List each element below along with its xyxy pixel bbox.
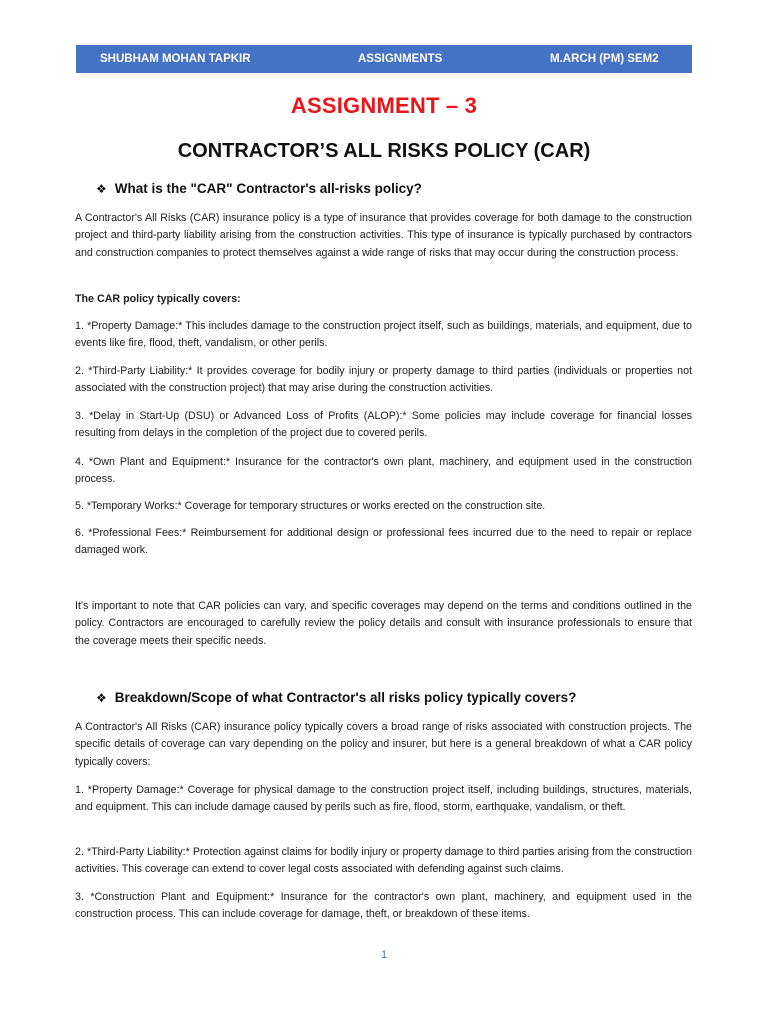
diamond-bullet-icon: ❖ (96, 182, 107, 196)
list-item: 1. *Property Damage:* This includes damage to the construction project itself, such as buildings, materials, and equipment, due to events like fire, flood, theft, vandalism, or other perils. (75, 320, 692, 350)
list-item: 5. *Temporary Works:* Coverage for temporary structures or works erected on the construction site. (75, 500, 546, 512)
list-item: 2. *Third-Party Liability:* Protection against claims for bodily injury or property damage to third parties arising from the construction activities. This coverage can extend to cover legal costs associated with defending against such claims. (75, 846, 692, 876)
list-item: 3. *Construction Plant and Equipment:* Insurance for the contractor's own plant, machinery, and equipment used in the construction process. This can include coverage for damage, theft, or breakdown of these items. (75, 891, 692, 921)
list-item: 6. *Professional Fees:* Reimbursement for additional design or professional fees incurred due to the need to repair or replace damaged work. (75, 527, 692, 557)
header-section: ASSIGNMENTS (358, 53, 443, 65)
header-bar (76, 45, 692, 73)
diamond-bullet-icon: ❖ (96, 691, 107, 705)
list-item: 3. *Delay in Start-Up (DSU) or Advanced Loss of Profits (ALOP):* Some policies may include coverage for financial losses resulting from delays in the completion of the project due to covered perils. (75, 410, 692, 440)
list-item: 1. *Property Damage:* Coverage for physical damage to the construction project itself, including buildings, structures, materials, and equipment. This can include damage caused by perils such as fire, flood, storm, earthquake, vandalism, or theft. (75, 784, 692, 814)
author-name: SHUBHAM MOHAN TAPKIR (100, 53, 251, 65)
document-title: CONTRACTOR’S ALL RISKS POLICY (CAR) (177, 140, 591, 162)
section1-heading-text: What is the "CAR" Contractor's all-risks policy? (114, 181, 422, 196)
section2-heading-text: Breakdown/Scope of what Contractor's all risks policy typically covers? (114, 690, 577, 705)
course-label: M.ARCH (PM) SEM2 (550, 53, 659, 65)
section2-heading (96, 690, 576, 705)
page-number: 1 (380, 949, 388, 961)
section1-note: It's important to note that CAR policies can vary, and specific coverages may depend on the terms and conditions outlined in the policy. Contractors are encouraged to carefully review the policy details and consult with insurance professionals to ensure that the coverage meets their specific needs. (75, 600, 692, 647)
covers-heading: The CAR policy typically covers: (75, 293, 241, 305)
section2-intro: A Contractor's All Risks (CAR) insurance policy typically covers a broad range of risks associated with construction projects. The specific details of coverage can vary depending on the policy and insurer, but here is a general breakdown of what a CAR policy typically covers: (75, 721, 692, 768)
section1-intro: A Contractor's All Risks (CAR) insurance policy is a type of insurance that provides coverage for both damage to the construction project and third-party liability arising from the construction activities. This type of insurance is typically purchased by contractors and construction companies to protect themselves against a wide range of risks that may occur during the construction process. (75, 212, 692, 259)
list-item: 2. *Third-Party Liability:* It provides coverage for bodily injury or property damage to third parties (individuals or properties not associated with the construction project) that may arise during the construction activities. (75, 365, 692, 395)
list-item: 4. *Own Plant and Equipment:* Insurance for the contractor's own plant, machinery, and equipment used in the construction process. (75, 456, 692, 486)
section1-heading (96, 181, 422, 196)
assignment-title: ASSIGNMENT – 3 (290, 93, 478, 118)
